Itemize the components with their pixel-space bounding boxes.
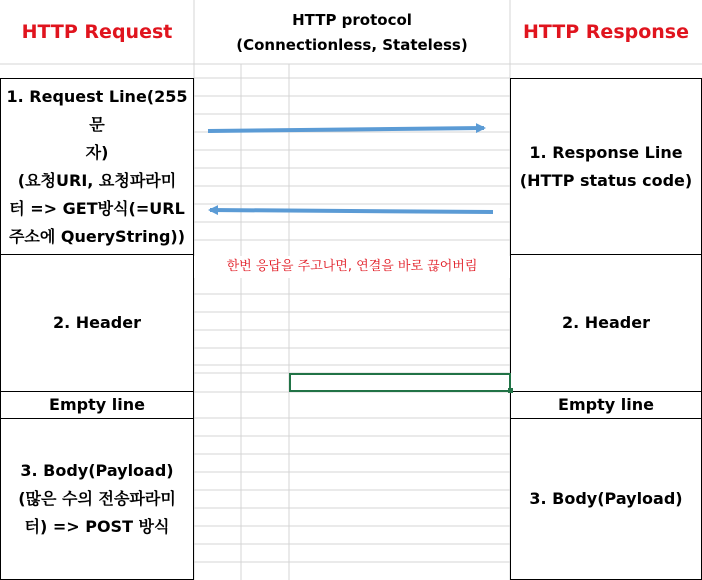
disconnect-note: 한번 응답을 주고나면, 연결을 바로 끊어버림 [194,256,510,278]
request-line-text-2: 자) [85,142,109,162]
protocol-title-line2: (Connectionless, Stateless) [236,36,468,54]
selected-cell[interactable] [289,373,511,392]
response-line-text-2: (HTTP status code) [519,170,693,190]
request-line-text-4: 터 => GET방식(=URL [9,198,185,218]
request-line-text-3: (요청URI, 요청파라미 [17,170,177,190]
request-body-text-2: (많은 수의 전송파라미 [18,489,176,508]
protocol-title-line1: HTTP protocol [292,11,412,29]
response-header-box: 2. Header [510,254,702,392]
request-arrow [208,128,484,131]
request-line-text-5: 주소에 QueryString)) [8,226,186,246]
response-body-box: 3. Body(Payload) [510,418,702,580]
fill-handle[interactable] [508,388,513,393]
response-line-text-1: 1. Response Line [529,142,683,162]
response-empty-line-box: Empty line [510,391,702,419]
response-arrow [210,210,493,212]
request-body-text-1: 3. Body(Payload) [20,461,174,480]
request-header-box: 2. Header [0,254,194,392]
request-line-text-1: 1. Request Line(255문 [6,86,188,134]
request-column-title: HTTP Request [21,21,173,43]
response-column-title: HTTP Response [523,21,689,43]
request-body-text-3: 터) => POST 방식 [24,517,170,536]
request-empty-line-box: Empty line [0,391,194,419]
